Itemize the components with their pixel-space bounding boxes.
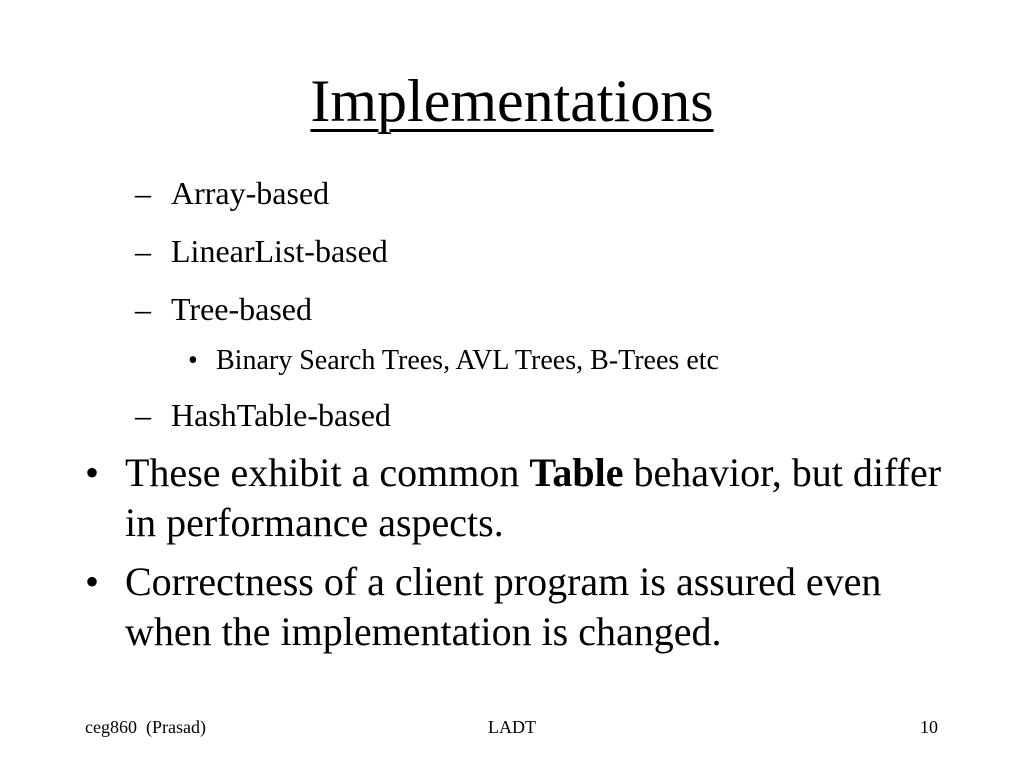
dash-marker: – xyxy=(135,397,151,433)
list-item-array-based xyxy=(135,174,329,212)
footer-topic: LADT xyxy=(488,717,536,737)
dash-marker: – xyxy=(135,291,151,327)
footer-course: ceg860 (Prasad) xyxy=(85,717,206,737)
list-item-text: HashTable-based xyxy=(171,397,391,433)
bullet-correctness xyxy=(85,557,945,657)
bullet-common-table-behavior xyxy=(85,448,945,548)
slide-title: Implementations xyxy=(310,68,714,134)
list-item-text: LinearList-based xyxy=(171,233,388,269)
bullet-marker: • xyxy=(85,450,100,495)
bullet-text: Correctness of a client program is assured even when the implementation is changed. xyxy=(125,559,882,654)
bullet-text xyxy=(125,448,945,548)
list-item-text: Tree-based xyxy=(171,291,312,327)
list-item-tree-examples xyxy=(188,344,719,378)
footer-page-number: 10 xyxy=(920,717,938,737)
bullet-text-bold: Table xyxy=(529,450,624,495)
bullet-text-post: behavior, but differ in performance aspects. xyxy=(125,450,942,545)
list-item-text: Array-based xyxy=(171,175,330,211)
dash-marker: – xyxy=(135,175,151,211)
bullet-marker: • xyxy=(188,345,198,376)
list-item-text: Binary Search Trees, AVL Trees, B-Trees etc xyxy=(216,345,719,376)
list-item-linearlist-based xyxy=(135,232,388,270)
bullet-marker: • xyxy=(85,559,100,604)
bullet-text-pre: These exhibit a common xyxy=(125,450,530,495)
dash-marker: – xyxy=(135,233,151,269)
list-item-hashtable-based xyxy=(135,396,391,434)
list-item-tree-based xyxy=(135,290,312,328)
